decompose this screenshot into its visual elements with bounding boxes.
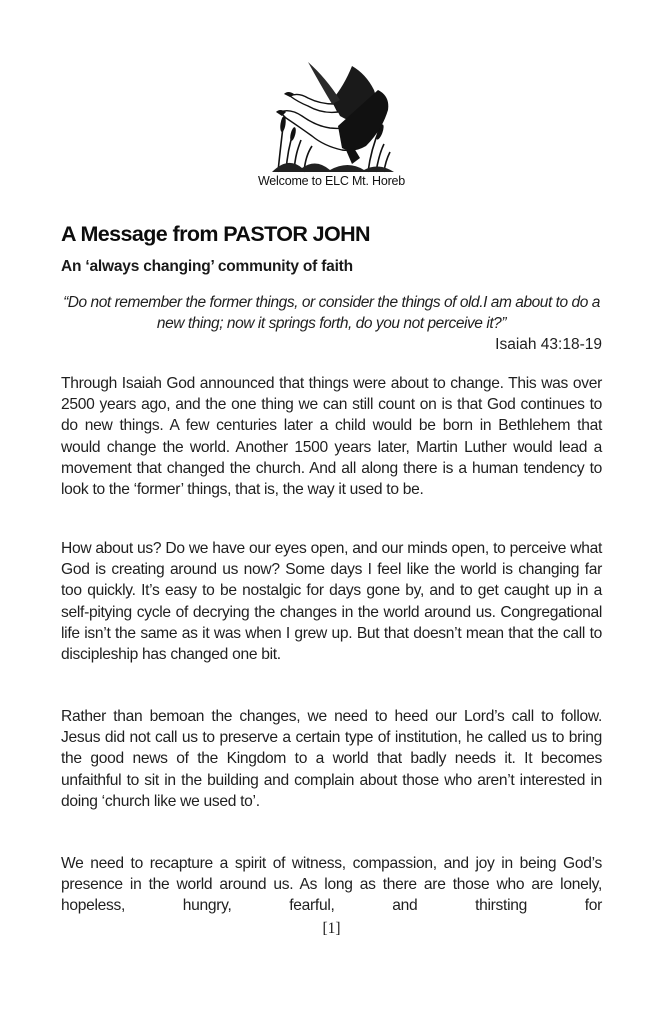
- article-title: A Message from PASTOR JOHN: [61, 222, 370, 246]
- article-subtitle: An ‘always changing’ community of faith: [61, 258, 353, 275]
- body-paragraph: We need to recapture a spirit of witness, compassion, and joy in being God’s presence in the world around us. As long as there are those who are lonely, hopeless, hungry, fearful, and thirsting for: [61, 855, 602, 915]
- body-paragraph: Through Isaiah God announced that things were about to change. This was over 2500 years ago, and the one thing we can still count on is that God continues to do new things. A few centuries later a child would be born in Bethlehem that would change the world. Another 1500 years later, Martin Luther would lead a movement that changed the church. And all along there is a human tendency to look to the ‘former’ things, that is, the way it used to be.: [61, 375, 602, 499]
- flying-geese-logo-icon: [268, 56, 398, 174]
- geese-logo-illustration: [268, 56, 398, 174]
- page-number: [1]: [322, 920, 341, 937]
- body-paragraph: Rather than bemoan the changes, we need to heed our Lord’s call to follow. Jesus did not call us to preserve a certain type of institution, he called us to bring the good news of the Kingdom to a world that badly needs it. It becomes unfaithful to sit in the building and complain about those who aren’t interested in doing ‘church like we used to’.: [61, 708, 602, 810]
- logo-caption: Welcome to ELC Mt. Horeb: [257, 174, 406, 188]
- scripture-quote: “Do not remember the former things, or consider the things of old.I am about to do a new thing; now it springs forth, do you not perceive it?”: [63, 294, 600, 332]
- scripture-citation: Isaiah 43:18-19: [495, 336, 602, 353]
- grass-clump-graphic: [272, 163, 394, 172]
- body-paragraph: How about us? Do we have our eyes open, and our minds open, to perceive what God is creating around us now? Some days I feel like the world is changing far too quickly. It’s easy to be nostalgic for days gone by, and to get caught up in a self-pitying cycle of decrying the changes in the world around us. Congregational life isn’t the same as it was when I grew up. But that doesn’t mean that the call to discipleship has changed one bit.: [61, 540, 602, 664]
